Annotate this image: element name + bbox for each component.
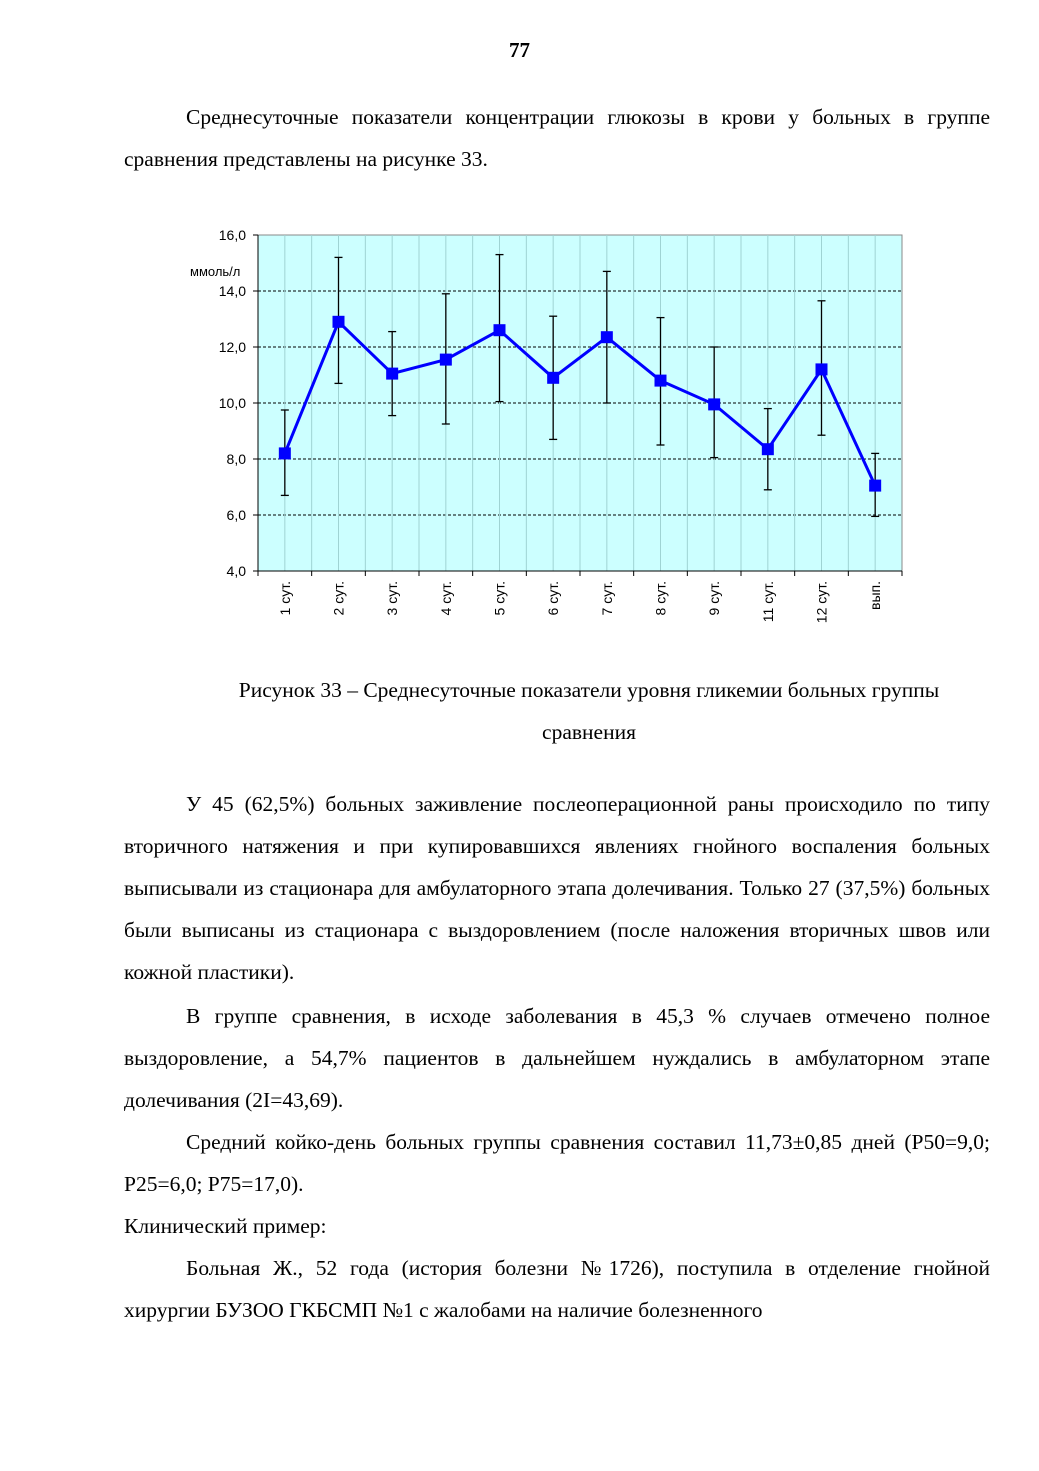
- y-axis-label: ммоль/л: [190, 264, 241, 279]
- data-point: [601, 331, 613, 343]
- x-tick-label: 4 сут.: [437, 581, 454, 616]
- x-tick-label: 1 сут.: [276, 581, 293, 616]
- data-point: [494, 324, 506, 336]
- body-paragraph-3: Средний койко-день больных группы сравнения составил 11,73±0,85 дней (Р50=9,0; Р25=6,0; Р75=17,0).: [124, 1130, 990, 1196]
- data-point: [333, 316, 345, 328]
- y-tick-label: 8,0: [226, 451, 246, 467]
- body-paragraph-2: В группе сравнения, в исходе заболевания в 45,3 % случаев отмечено полное выздоровление, а 54,7% пациентов в дальнейшем нуждались в амбулаторном этапе долечивания (2I=43,69).: [124, 1004, 990, 1112]
- data-point: [708, 398, 720, 410]
- page-number: 77: [509, 38, 530, 62]
- data-point: [279, 447, 291, 459]
- data-point: [869, 480, 881, 492]
- y-tick-label: 10,0: [218, 395, 246, 411]
- data-point: [440, 354, 452, 366]
- x-tick-label: 11 сут.: [759, 581, 776, 623]
- y-tick-label: 14,0: [218, 283, 246, 299]
- x-tick-label: вып.: [867, 581, 884, 610]
- body-paragraph-4: Клинический пример:: [124, 1214, 327, 1238]
- data-point: [816, 363, 828, 375]
- data-point: [386, 368, 398, 380]
- y-tick-label: 16,0: [218, 227, 246, 243]
- glycemia-chart: [180, 222, 920, 642]
- y-tick-label: 4,0: [226, 563, 246, 579]
- intro-paragraph: Среднесуточные показатели концентрации глюкозы в крови у больных в группе сравнения представлены на рисунке 33.: [124, 105, 990, 171]
- x-tick-label: 5 сут.: [491, 581, 508, 616]
- data-point: [762, 443, 774, 455]
- x-tick-label: 8 сут.: [652, 581, 669, 616]
- x-tick-label: 9 сут.: [706, 581, 723, 616]
- x-tick-label: 6 сут.: [545, 581, 562, 616]
- x-tick-label: 7 сут.: [598, 581, 615, 616]
- body-paragraph-1: У 45 (62,5%) больных заживление послеоперационной раны происходило по типу вторичного натяжения и при купировавшихся явлениях гнойного воспаления больных выписывали из стационара для амбулаторного этапа долечивания. Только 27 (37,5%) больных были выписаны из стационара с выздоровлением (после наложения вторичных швов или кожной пластики).: [124, 792, 990, 984]
- data-point: [655, 375, 667, 387]
- y-axis: [219, 227, 258, 579]
- body-paragraph-5: Больная Ж., 52 года (история болезни №1726), поступила в отделение гнойной хирургии БУЗОО ГКБСМП №1 с жалобами на наличие болезненного: [124, 1256, 990, 1322]
- figure-caption-line1: Рисунок 33 – Среднесуточные показатели уровня гликемии больных группы: [238, 678, 940, 702]
- x-axis: [258, 571, 902, 623]
- x-tick-label: 2 сут.: [330, 581, 347, 616]
- data-point: [547, 372, 559, 384]
- x-tick-label: 12 сут.: [813, 581, 830, 624]
- y-tick-label: 12,0: [218, 339, 246, 355]
- figure-caption-line2: сравнения: [542, 720, 636, 744]
- y-tick-label: 6,0: [226, 507, 246, 523]
- x-tick-label: 3 сут.: [384, 581, 401, 616]
